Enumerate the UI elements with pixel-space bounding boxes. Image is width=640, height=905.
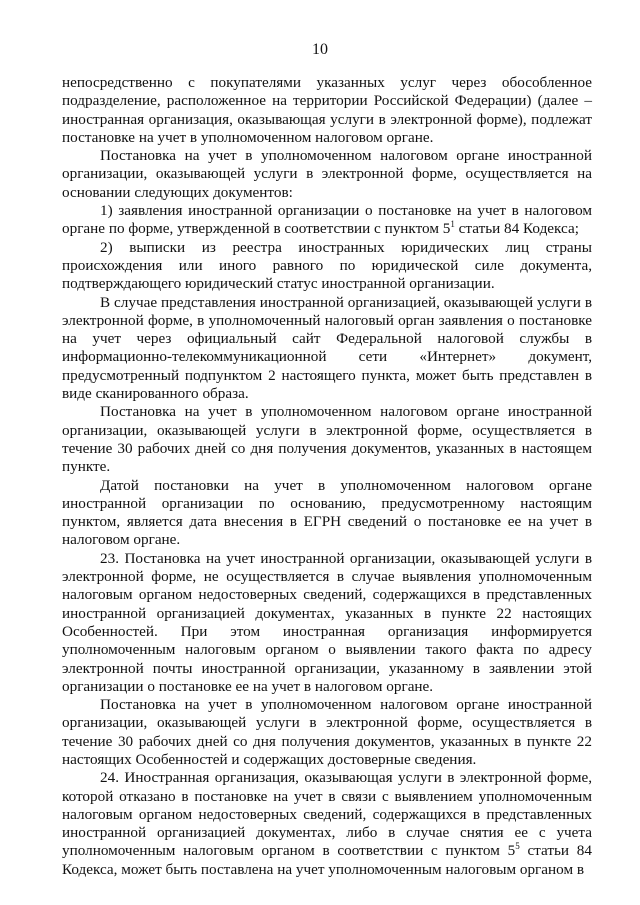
paragraph-section-24-text: 24. Иностранная организация, оказывающая услуги в электронной форме, которой отказано в постановке на учет в связи с выявлением уполномоченным налоговым органом недостоверных сведений, содержащихся в представленных иностранной организацией документах, либо в случае снятия ее с учета уполномоченным налоговым органом в соответствии с пунктом 5: [62, 769, 592, 860]
list-item-application: [62, 202, 592, 239]
list-item-application-tail: статьи 84 Кодекса;: [454, 220, 579, 238]
paragraph-section-24: [62, 769, 592, 879]
paragraph-registration-term-valid: Постановка на учет в уполномоченном налоговом органе иностранной организации, оказывающей услуги в электронной форме, осуществляется в течение 30 рабочих дней со дня получения документов, указанных в пункте 22 настоящих Особенностей и содержащих достоверные сведения.: [62, 696, 592, 768]
paragraph-scanned-copy: В случае представления иностранной организацией, оказывающей услуги в электронной форме, в уполномоченный налоговый орган заявления о постановке на учет через официальный сайт Федеральной налоговой службы в информационно-телекоммуникационной сети «Интернет» документ, предусмотренный подпунктом 2 настоящего пункта, может быть представлен в виде сканированного образа.: [62, 293, 592, 403]
document-body: [62, 74, 592, 879]
page-number: 10: [312, 41, 328, 58]
paragraph-section-23: 23. Постановка на учет иностранной организации, оказывающей услуги в электронной форме, не осуществляется в случае выявления уполномоченным налоговым органом недостоверных сведений, содержащихся в представленных иностранной организацией документах, указанных в пункте 22 настоящих Особенностей. При этом иностранная организация информируется уполномоченным налоговым органом о выявлении такого факта по адресу электронной почты иностранной организации, указанному в заявлении этой организации о постановке ее на учет в налоговом органе.: [62, 549, 592, 695]
paragraph-registration-date: Датой постановки на учет в уполномоченном налоговом органе иностранной организации по основанию, предусмотренному настоящим пунктом, является дата внесения в ЕГРН сведений о постановке ее на учет в налоговом органе.: [62, 476, 592, 549]
superscript-index: 1: [450, 219, 455, 230]
paragraph-registration-term: Постановка на учет в уполномоченном налоговом органе иностранной организации, оказывающей услуги в электронной форме, осуществляется в течение 30 рабочих дней со дня получения документов, указанных в настоящем пункте.: [62, 403, 592, 476]
paragraph-continuation: непосредственно с покупателями указанных услуг через обособленное подразделение, расположенное на территории Российской Федерации) (далее – иностранная организация, оказывающая услуги в электронной форме), подлежат постановке на учет в уполномоченном налоговом органе.: [62, 74, 592, 146]
list-item-application-text: 1) заявления иностранной организации о постановке на учет в налоговом органе по форме, утвержденной в соответствии с пунктом 5: [62, 202, 592, 238]
list-item-registry-extract: 2) выписки из реестра иностранных юридических лиц страны происхождения или иного равного по юридической силе документа, подтверждающего юридический статус иностранной организации.: [62, 238, 592, 293]
paragraph-registration-basis: Постановка на учет в уполномоченном налоговом органе иностранной организации, оказывающей услуги в электронной форме, осуществляется на основании следующих документов:: [62, 147, 592, 201]
superscript-index: 5: [515, 841, 520, 852]
paragraph-section-24-tail: статьи 84 Кодекса, может быть поставлена на учет уполномоченным налоговым органом в: [62, 842, 592, 878]
